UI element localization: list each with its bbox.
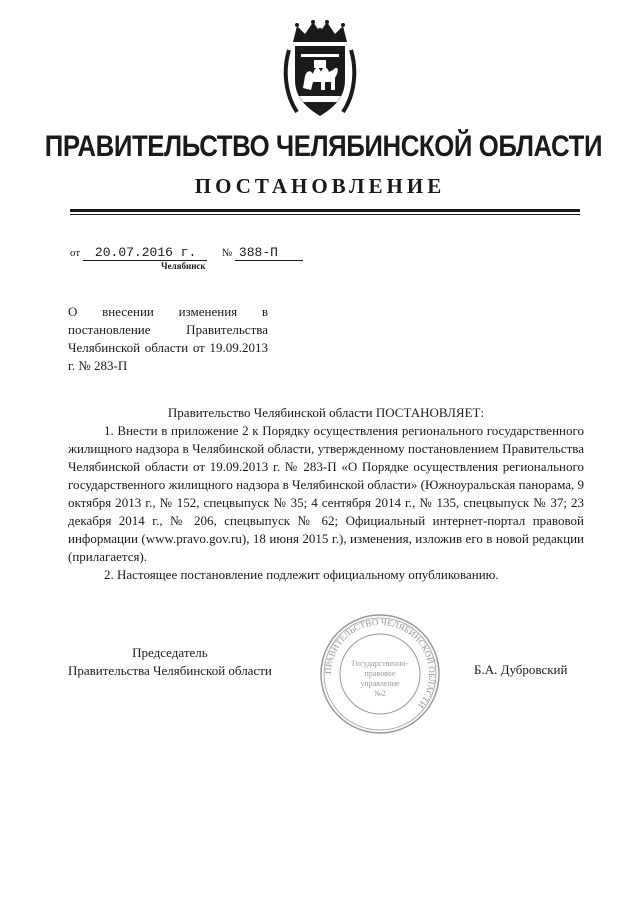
signatory-name: Б.А. Дубровский — [474, 662, 568, 677]
official-seal-stamp — [318, 612, 442, 736]
document-type: ПОСТАНОВЛЕНИЕ — [194, 174, 446, 198]
decree-item-1: 1. Внести в приложение 2 к Порядку осуществления регионального государственного жилищного надзора в Челябинской области, утвержденному постановлением Правительства Челябинской области от 19.09.2013 г. № 283-П «О Порядке осуществления регионального государственного жилищного надзора в Челябинской области» (Южноуральская панорама, 9 октября 2013 г., № 152, спецвыпуск № 35; 4 сентября 2014 г., № 135, спецвыпуск № 37; 23 декабря 2014 г., № 206, спецвыпуск № 62; Официальный интернет-портал правовой информации (www.pravo.gov.ru), 18 июня 2015 г.), изменения, изложив его в новой редакции (прилагается). — [68, 423, 584, 564]
header-divider-thin — [70, 214, 580, 215]
decree-body — [68, 404, 584, 584]
seal-inner-line-1: Государственно- — [351, 659, 409, 668]
date-prefix: от — [70, 247, 81, 259]
decree-date: 20.07.2016 г. — [83, 245, 207, 261]
signatory-position — [68, 644, 272, 680]
decree-subject: О внесении изменения в постановление Правительства Челябинской области от 19.09.2013 г. № 283-П — [68, 304, 268, 373]
header-divider-thick — [70, 209, 580, 212]
issue-city: Челябинск — [161, 261, 206, 271]
signatory-position-line-1: Председатель — [132, 645, 208, 660]
seal-outer-text: ПРАВИТЕЛЬСТВО ЧЕЛЯБИНСКОЙ ОБЛАСТИ — [322, 616, 438, 711]
number-label: № — [221, 247, 233, 259]
registration-line — [70, 245, 303, 261]
chelyabinsk-coat-of-arms-icon — [283, 20, 357, 120]
signatory-position-line-2: Правительства Челябинской области — [68, 663, 272, 678]
government-title: ПРАВИТЕЛЬСТВО ЧЕЛЯБИНСКОЙ ОБЛАСТИ — [44, 130, 603, 163]
decree-item-2: 2. Настоящее постановление подлежит официальному опубликованию. — [104, 567, 499, 582]
decree-number: 388-П — [235, 245, 303, 261]
decree-preamble: Правительство Челябинской области ПОСТАНОВЛЯЕТ: — [167, 405, 485, 420]
seal-inner-line-2: правовое — [364, 669, 396, 678]
seal-inner-line-3: управление — [360, 679, 400, 688]
seal-inner-line-4: №2 — [374, 689, 386, 698]
